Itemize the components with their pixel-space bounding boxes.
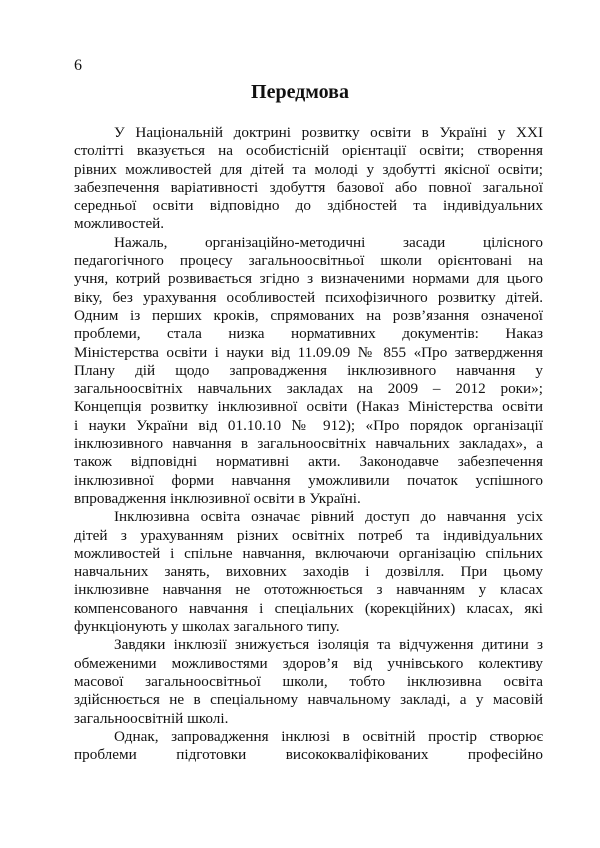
text-line: середньої освіти відповідно до здібностей та індивідуальних [74, 197, 543, 215]
text-line: інклюзивної форми навчання уможливили початок успішного [74, 471, 543, 489]
paragraph [74, 728, 543, 765]
paragraph [74, 234, 543, 508]
text-line: Завдяки інклюзії знижується ізоляція та відчуження дитини з [114, 636, 543, 654]
text-line: Концепція розвитку інклюзивної освіти (Наказ Міністерства освіти [74, 398, 543, 416]
text-line: загальноосвітніх навчальних закладах на 2009 – 2012 роки»; [74, 380, 543, 398]
text-line: можливостей. [74, 215, 165, 233]
text-line: дітей з урахуванням різних освітніх потреб та індивідуальних [74, 526, 543, 544]
text-line: впровадження інклюзивної освіти в Україні. [74, 489, 361, 507]
page-number: 6 [74, 57, 82, 74]
text-line: Міністерства освіти і науки від 11.09.09 № 855 «Про затвердження [74, 343, 543, 361]
text-line: інклюзивне навчання не ототожнюється з навчанням у класах [74, 581, 543, 599]
text-line: проблеми, стала низка нормативних документів: Наказ [74, 325, 543, 343]
text-line: Однак, запровадження інклюзі в освітній простір створює [114, 727, 543, 745]
text-line: загальноосвітній школі. [74, 709, 229, 727]
text-line: У Національній доктрині розвитку освіти в Україні у ХХІ [114, 124, 543, 141]
text-line: можливостей і спільне навчання, включаючи організацію спільних [74, 544, 543, 562]
text-line: масової загальноосвітньої школи, тобто інклюзивна освіта [74, 672, 543, 690]
text-line: проблеми підготовки висококваліфікованих професійно [74, 746, 543, 764]
text-line: віку, без урахування особливостей психофізичного розвитку дітей. [74, 288, 543, 306]
text-line: також відповідні нормативні акти. Законодавче забезпечення [74, 453, 543, 471]
text-line: Нажаль, організаційно-методичні засади цілісного [114, 233, 543, 251]
paragraph [74, 124, 543, 234]
paragraph [74, 636, 543, 727]
text-line: педагогічного процесу загальноосвітньої школи орієнтовані на [74, 252, 543, 270]
text-line: обмеженими можливостями здоров’я від учнівського колективу [74, 654, 543, 672]
text-line: столітті вказується на особистісній орієнтації освіти; створення [74, 142, 543, 160]
text-line: забезпечення варіативності здобуття базової або повної загальної [74, 178, 543, 196]
text-line: Інклюзивна освіта означає рівний доступ до навчання усіх [114, 508, 543, 526]
text-line: функціонують у школах загального типу. [74, 618, 340, 636]
text-line: рівних можливостей для дітей та молоді у здобутті якісної освіти; [74, 160, 543, 178]
text-line: інклюзивного навчання в загальноосвітніх навчальних закладах», а [74, 435, 543, 453]
body-text [74, 124, 543, 764]
page-title: Передмова [251, 81, 349, 103]
text-line: учня, котрий розвивається згідно з визначеними нормами для цього [74, 270, 543, 288]
text-line: Плану дій щодо запровадження інклюзивного навчання у [74, 361, 543, 379]
paragraph [74, 508, 543, 636]
text-line: здійснюється не в спеціальному навчальному закладі, а у масовій [74, 691, 543, 709]
text-line: і науки України від 01.10.10 № 912); «Про порядок організації [74, 416, 543, 434]
text-line: навчальних занять, виховних заходів і дозвілля. При цьому [74, 563, 543, 581]
text-line: компенсованого навчання і спеціальних (корекційних) класах, які [74, 599, 543, 617]
text-line: Одним із перших кроків, спрямованих на розв’язання означеної [74, 306, 543, 324]
